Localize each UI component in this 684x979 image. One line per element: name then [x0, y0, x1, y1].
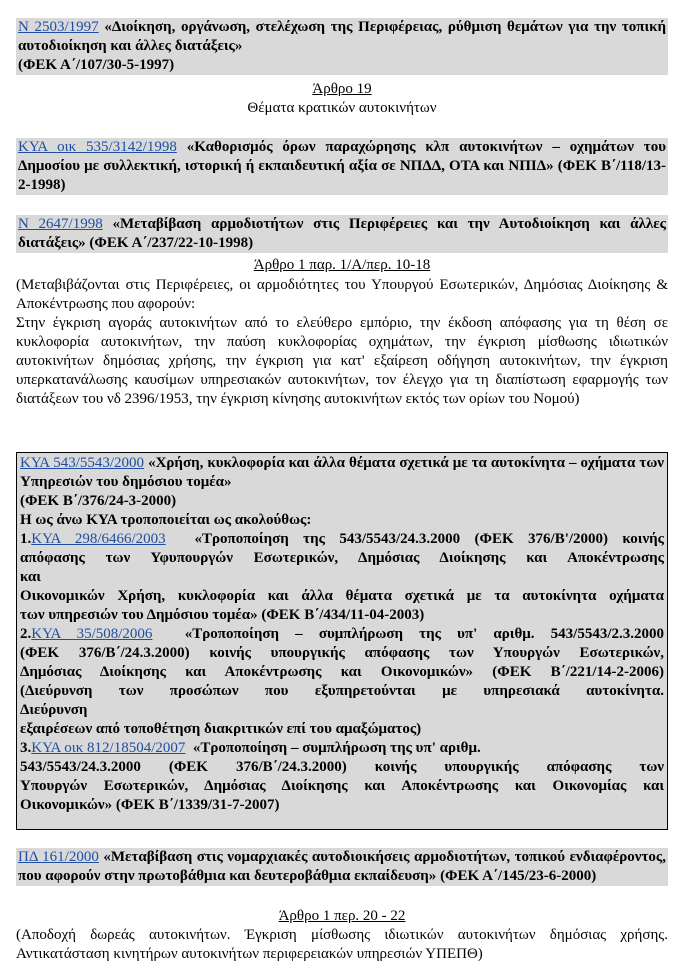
law-title: «Καθορισμός όρων παραχώρησης κλπ αυτοκινήτων – οχημάτων του Δημοσίου με συλλεκτική, ιστορική ή εκπαιδευτική αξία σε ΝΠΔΔ, ΟΤΑ και ΝΠΙΔ»: [18, 139, 666, 174]
article-ref-161: [16, 907, 668, 926]
amendment-text: (Διεύρυνση των προσώπων που εξυπηρετούνται με υπηρεσιακά αυτοκίνητα.: [20, 683, 664, 699]
law-title: «Μεταβίβαση στις νομαρχιακές αυτοδιοικήσεις αρμοδιοτήτων, τοπικού ενδιαφέροντος, που αφορούν στην πρωτοβάθμια και δευτεροβάθμια εκπαίδευση»: [18, 849, 666, 884]
amendment-text: και: [20, 569, 41, 585]
paragraph: Στην έγκριση αγοράς αυτοκινήτων από το ελεύθερο εμπόριο, την έκδοση απόφασης για τη θέση σε κυκλοφορία αυτοκινήτων, την παύση κυκλοφορίας οχημάτων, την έγκριση μίσθωσης ιδιωτικών αυτοκινήτων δημόσιας χρήσης, την έγκριση για κατ' εξαίρεση οδήγηση αυτοκινήτων, την έγκριση υπερκατανάλωσης καυσίμων υπηρεσιακών αυτοκινήτων, τον έλεγχο για τη διαπίστωση εφαρμογής των διατάξεων του νδ 2396/1953, την έγκριση κίνησης αυτοκινήτων εκτός των ορίων του Νομού): [16, 315, 668, 407]
fek-reference: (ΦΕΚ Α΄/107/30-5-1997): [18, 57, 175, 73]
amendment-text: «Τροποποίηση – συμπλήρωση της υπ' αριθμ. 543/5543/2.3.2000: [184, 626, 664, 642]
article-title: Άρθρο 1 περ. 20 - 22: [278, 908, 406, 924]
article-heading: [16, 80, 668, 118]
article-ref-2647: [16, 256, 668, 275]
law-link-543[interactable]: ΚΥΑ 543/5543/2000: [20, 455, 145, 471]
law-block-535: [16, 138, 668, 195]
fek-reference: (ΦΕΚ Β΄/118/13-2-1998): [18, 158, 667, 193]
article-subtitle: Θέματα κρατικών αυτοκινήτων: [247, 100, 437, 116]
amendment-text: Οικονομικών Χρήση, κυκλοφορία και άλλα θέματα σχετικά με τα αυτοκίνητα οχήματα: [20, 588, 664, 604]
law-block-2503: [16, 18, 668, 75]
amendment-text: (ΦΕΚ 376/Β΄/24.3.2000) κοινής υπουργικής απόφασης των Υπουργών Εσωτερικών,: [20, 645, 664, 661]
amendment-text: Οικονομικών» (ΦΕΚ Β΄/1339/31-7-2007): [20, 797, 280, 813]
law-title: «Χρήση, κυκλοφορία και άλλα θέματα σχετικά με τα αυτοκίνητα – οχήματα των Υπηρεσιών του δημόσιου τομέα»: [20, 455, 664, 490]
amendment-text: εξαιρέσεων από τοποθέτηση διακριτικών επί του αμαξώματος): [20, 721, 422, 737]
law-title: «Διοίκηση, οργάνωση, στελέχωση της Περιφέρειας, ρύθμιση θεμάτων για την τοπική αυτοδιοίκηση και άλλες διατάξεις»: [18, 19, 667, 54]
article-title: Άρθρο 1 παρ. 1/Α/περ. 10-18: [253, 257, 431, 273]
amendment-text: 543/5543/24.3.2000 (ΦΕΚ 376/Β΄/24.3.2000) κοινής υπουργικής απόφασης των: [20, 759, 664, 775]
amendment-intro: Η ως άνω ΚΥΑ τροποποιείται ως ακολούθως:: [20, 512, 312, 528]
law-link-2503[interactable]: Ν 2503/1997: [18, 19, 99, 35]
list-number: 3.: [20, 740, 32, 756]
law-link-35[interactable]: ΚΥΑ 35/508/2006: [31, 626, 153, 642]
paragraph: (Αποδοχή δωρεάς αυτοκινήτων. Έγκριση μίσθωσης ιδιωτικών αυτοκινήτων δημόσιας χρήσης. Αντικατάσταση κινητήρων αυτοκινήτων περιφερειακών υπηρεσιών ΥΠΕΠΘ): [16, 927, 668, 962]
amendment-text: Υπουργών Εσωτερικών, Δημόσιας Διοίκησης και Αποκέντρωσης και Οικονομίας και: [20, 778, 664, 794]
law-block-543: [16, 452, 668, 830]
law-link-2647[interactable]: Ν 2647/1998: [18, 216, 103, 232]
amendment-2: [20, 625, 664, 644]
list-number: 2.: [20, 626, 32, 642]
article-body-2647: [16, 276, 668, 409]
law-block-2647: [16, 215, 668, 253]
law-link-298[interactable]: ΚΥΑ 298/6466/2003: [31, 531, 166, 547]
fek-reference: (ΦΕΚ Α΄/145/23-6-2000): [440, 868, 597, 884]
list-number: 1.: [20, 531, 32, 547]
amendment-text: Δημόσιας Διοίκησης και Αποκέντρωσης και Οικονομικών» (ΦΕΚ Β΄/221/14-2-2006): [20, 664, 664, 680]
law-block-161: [16, 848, 668, 886]
law-link-812[interactable]: ΚΥΑ οικ 812/18504/2007: [31, 740, 186, 756]
amendment-text: απόφασης των Υφυπουργών Εσωτερικών, Δημόσιας Διοίκησης και Αποκέντρωσης: [20, 550, 664, 566]
law-link-161[interactable]: ΠΔ 161/2000: [18, 849, 99, 865]
amendment-text: των υπηρεσιών του Δημόσιου τομέα» (ΦΕΚ Β΄/434/11-04-2003): [20, 607, 425, 623]
article-body-161: [16, 926, 668, 964]
amendment-1: [20, 530, 664, 549]
law-link-535[interactable]: ΚΥΑ οικ 535/3142/1998: [18, 139, 177, 155]
amendment-text: «Τροποποίηση της 543/5543/24.3.2000 (ΦΕΚ 376/Β'/2000) κοινής: [194, 531, 665, 547]
paragraph: (Μεταβιβάζονται στις Περιφέρειες, οι αρμοδιότητες του Υπουργού Εσωτερικών, Δημόσιας Διοίκησης & Αποκέντρωσης που αφορούν:: [16, 277, 668, 312]
amendment-3: [20, 739, 664, 758]
fek-reference: (ΦΕΚ Β΄/376/24-3-2000): [20, 493, 177, 509]
article-title: Άρθρο 19: [312, 81, 372, 97]
amendment-text: Διεύρυνση: [20, 702, 88, 718]
amendment-text: «Τροποποίηση – συμπλήρωση της υπ' αριθμ.: [192, 740, 481, 756]
law-title: «Μεταβίβαση αρμοδιοτήτων στις Περιφέρειες και την Αυτοδιοίκηση και άλλες διατάξεις»: [18, 216, 667, 251]
fek-reference: (ΦΕΚ Α΄/237/22-10-1998): [89, 235, 254, 251]
